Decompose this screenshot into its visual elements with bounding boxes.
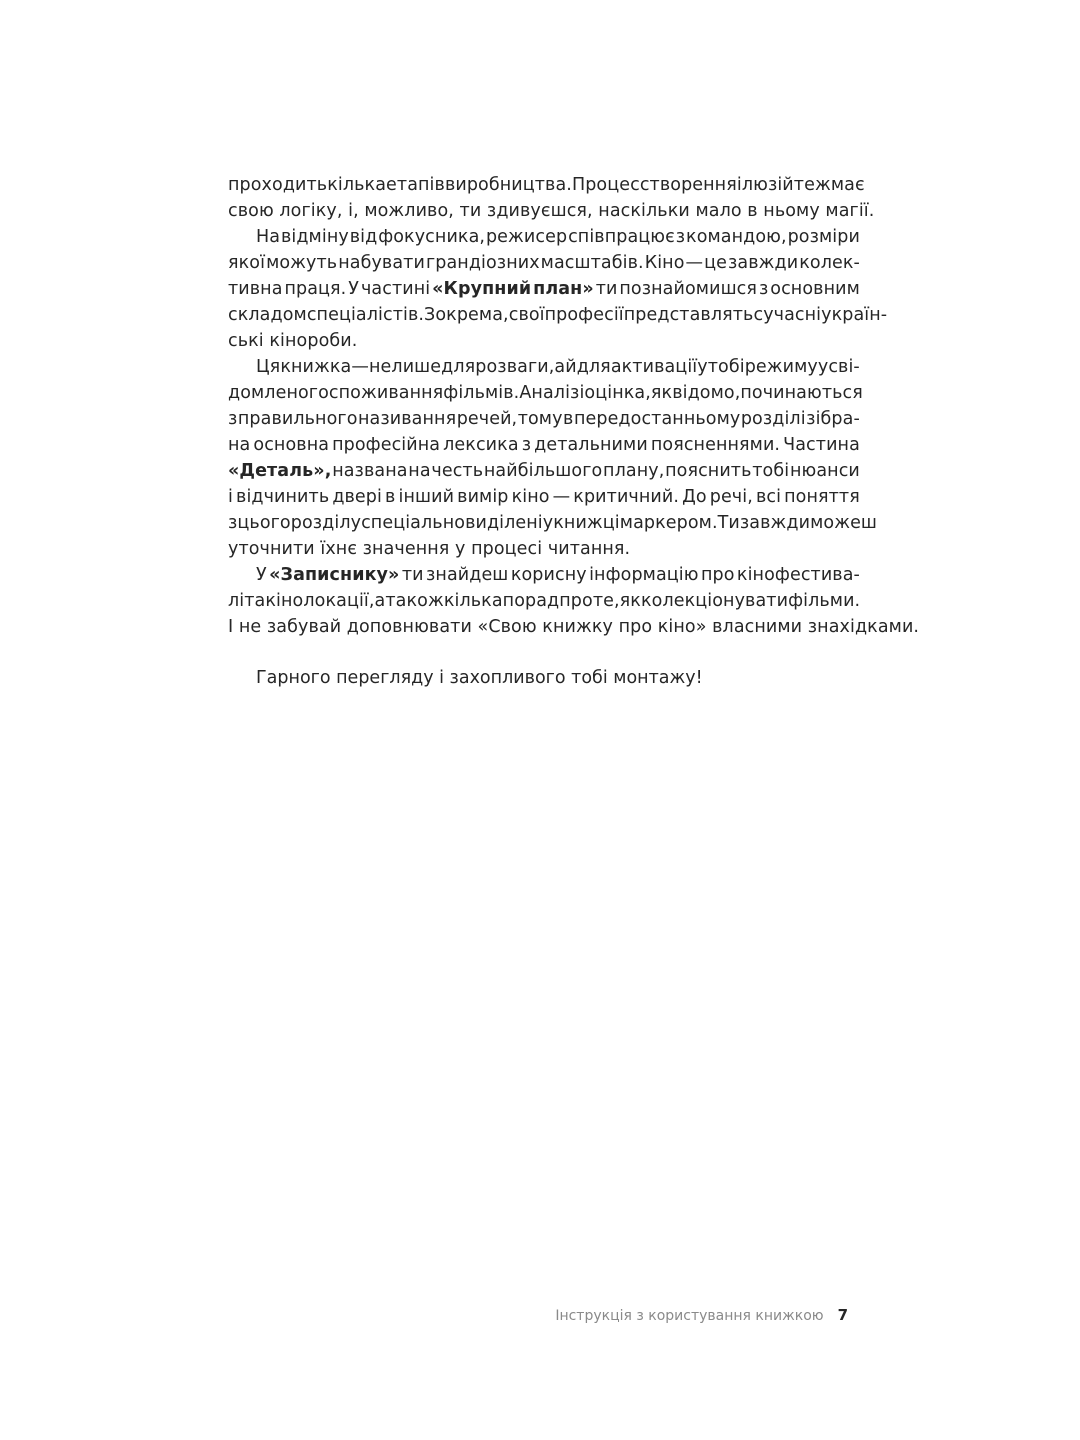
paragraph (228, 354, 878, 562)
word: має (830, 175, 865, 195)
word: детальними (534, 435, 648, 455)
word: забувай (266, 617, 342, 637)
word: на (228, 435, 251, 455)
word: набувати (338, 253, 425, 273)
text-line (228, 224, 860, 250)
word: пояснить (665, 461, 752, 481)
word: спеціалістів. (306, 305, 425, 325)
word: порад (502, 591, 560, 611)
word: і (579, 383, 585, 403)
text-line (228, 354, 860, 380)
word: колек- (799, 253, 860, 273)
bold-word: «Деталь», (228, 461, 332, 481)
word: етапів (386, 175, 445, 195)
text-line (228, 276, 860, 302)
word: названа (332, 461, 408, 481)
word: логіку, (279, 201, 343, 221)
word: їхнє (320, 539, 358, 559)
word: Кіно (644, 253, 685, 273)
word: честь (431, 461, 484, 481)
word: і (228, 487, 233, 507)
word: завжди (739, 513, 811, 533)
word: розваги, (475, 357, 555, 377)
text-line (228, 380, 863, 406)
page-number: 7 (837, 1306, 848, 1324)
word: кіно (511, 487, 550, 507)
word: кілька (443, 591, 503, 611)
word: інформацію (589, 565, 699, 585)
word: найбільшого (483, 461, 603, 481)
word: основна (253, 435, 330, 455)
word: професії (544, 305, 624, 325)
word: фокусника, (378, 227, 486, 247)
word: поясненнями. (650, 435, 781, 455)
word: з (758, 279, 769, 299)
text-line (228, 484, 860, 510)
word: для (576, 357, 611, 377)
word: проходить (228, 175, 328, 195)
word: Ти (717, 513, 740, 533)
word: представлять (623, 305, 754, 325)
word: режисер (485, 227, 568, 247)
word: цього (237, 513, 291, 533)
word: тивна (228, 279, 283, 299)
word: виробництва. (444, 175, 572, 195)
text-line (228, 562, 860, 588)
word: всі (755, 487, 782, 507)
word: знайдеш (426, 565, 509, 585)
word: ти (459, 201, 482, 221)
word: масштабів. (540, 253, 644, 273)
word: не (238, 617, 262, 637)
text-line (228, 458, 860, 484)
word: і, (348, 201, 359, 221)
paragraph (228, 224, 888, 354)
word: книжка (280, 357, 352, 377)
word: власними (712, 617, 803, 637)
word: від (349, 227, 378, 247)
text-line (228, 406, 860, 432)
word: активації (610, 357, 698, 377)
word: кінороби. (269, 331, 358, 351)
word: теж (793, 175, 831, 195)
word: розміри (787, 227, 860, 247)
word: Частина (783, 435, 860, 455)
word: Аналіз (519, 383, 580, 403)
text-line (228, 614, 920, 640)
word: здивуєшся, (486, 201, 593, 221)
closing-line: Гарного перегляду і захопливого тобі монтажу! (256, 668, 703, 688)
word: про (700, 565, 735, 585)
word: праця. (284, 279, 347, 299)
word: На (256, 227, 281, 247)
word: значення (362, 539, 450, 559)
word: відчинить (236, 487, 330, 507)
word: лише (391, 357, 442, 377)
word: у (455, 539, 466, 559)
word: речі, (709, 487, 753, 507)
page-footer (555, 1306, 848, 1324)
word: кіно» (657, 617, 707, 637)
word: можливо, (364, 201, 454, 221)
word: називання (358, 409, 457, 429)
word: відомо, (672, 383, 741, 403)
word: сучасні (753, 305, 822, 325)
word: — (351, 357, 369, 377)
word: познайомишся (619, 279, 758, 299)
word: кінофестива- (736, 565, 860, 585)
word: передостанньому (573, 409, 741, 429)
text-line (228, 302, 888, 328)
word: частині (360, 279, 431, 299)
running-title: Інструкція з користування книжкою (555, 1308, 824, 1324)
text-line (228, 198, 875, 224)
text-line (228, 250, 860, 276)
word: книжці (553, 513, 620, 533)
word: У (256, 565, 267, 585)
word: якої (228, 253, 266, 273)
bold-word: «Крупний (432, 279, 532, 299)
word: свої (508, 305, 545, 325)
word: тому (517, 409, 563, 429)
word: До (682, 487, 707, 507)
word: процесі (471, 539, 543, 559)
word: в (385, 487, 396, 507)
word: спеціально (361, 513, 466, 533)
word: — (685, 253, 704, 273)
word: споживання (328, 383, 444, 403)
word: з (521, 435, 532, 455)
word: мало (695, 201, 742, 221)
word: можеш (810, 513, 878, 533)
paragraph (228, 562, 920, 640)
word: й (565, 357, 577, 377)
word: ти (401, 565, 424, 585)
text-line (228, 536, 860, 562)
bold-word: план» (533, 279, 594, 299)
word: двері (332, 487, 382, 507)
text-line (228, 510, 878, 536)
word: командою, (686, 227, 787, 247)
word: ські (228, 331, 264, 351)
word: а (374, 591, 386, 611)
word: плану, (603, 461, 665, 481)
word: основним (770, 279, 860, 299)
word: про (559, 591, 593, 611)
word: лі (228, 591, 245, 611)
word: нюанси (789, 461, 860, 481)
word: професійна (332, 435, 441, 455)
word: критичний. (573, 487, 680, 507)
word: складом (228, 305, 307, 325)
word: читання. (547, 539, 631, 559)
word: інший (398, 487, 455, 507)
word: створення (639, 175, 737, 195)
word: магії. (825, 201, 875, 221)
word: розділу (290, 513, 362, 533)
word: як (619, 591, 641, 611)
word: як (650, 383, 673, 403)
word: «Свою (477, 617, 537, 637)
word: та (244, 591, 266, 611)
word: а (554, 357, 566, 377)
word: ти (595, 279, 618, 299)
word: виділені (465, 513, 543, 533)
word: україн- (821, 305, 888, 325)
word: колекціонувати (640, 591, 789, 611)
word: книжку (542, 617, 613, 637)
word: фільми. (788, 591, 861, 611)
word: з (228, 513, 238, 533)
word: І (228, 617, 234, 637)
word: кілька (327, 175, 387, 195)
word: Зокрема, (424, 305, 509, 325)
word: це (704, 253, 728, 273)
word: співпрацює (568, 227, 675, 247)
word: тобі (752, 461, 790, 481)
word: зібра- (806, 409, 860, 429)
word: для (441, 357, 476, 377)
word: домленого (228, 383, 329, 403)
word: усві- (817, 357, 860, 377)
word: корисну (510, 565, 587, 585)
word: речей, (456, 409, 518, 429)
word: поняття (784, 487, 860, 507)
word: з (228, 409, 238, 429)
word: наскільки (598, 201, 690, 221)
word: маркером. (619, 513, 718, 533)
word: в (747, 201, 758, 221)
word: кінолокації, (265, 591, 375, 611)
word: ілюзій (736, 175, 794, 195)
bold-word: «Записнику» (269, 565, 400, 585)
word: доповнювати (346, 617, 472, 637)
word: У (348, 279, 360, 299)
body-text (228, 172, 920, 640)
word: у (697, 357, 708, 377)
word: Ця (256, 357, 281, 377)
word: також (385, 591, 444, 611)
word: не (368, 357, 392, 377)
word: завжди (728, 253, 799, 273)
word: оцінка, (584, 383, 651, 403)
text-line (228, 432, 860, 458)
word: відміну (280, 227, 349, 247)
text-line (228, 328, 860, 354)
paragraph (228, 172, 875, 224)
word: тобі (707, 357, 745, 377)
word: в (563, 409, 574, 429)
word: Процес (571, 175, 640, 195)
word: з (675, 227, 686, 247)
word: правильного (237, 409, 358, 429)
word: — (552, 487, 571, 507)
word: про (618, 617, 653, 637)
word: ньому (763, 201, 820, 221)
word: починаються (740, 383, 863, 403)
word: розділі (740, 409, 806, 429)
word: у (542, 513, 554, 533)
text-line (228, 588, 860, 614)
word: можуть (266, 253, 338, 273)
word: те, (592, 591, 620, 611)
word: грандіозних (425, 253, 540, 273)
word: режиму (744, 357, 818, 377)
word: уточнити (228, 539, 315, 559)
word: вимір (457, 487, 509, 507)
word: свою (228, 201, 274, 221)
text-line (228, 172, 865, 198)
word: лексика (443, 435, 519, 455)
word: знахідками. (807, 617, 920, 637)
word: фільмів. (443, 383, 520, 403)
word: на (408, 461, 431, 481)
